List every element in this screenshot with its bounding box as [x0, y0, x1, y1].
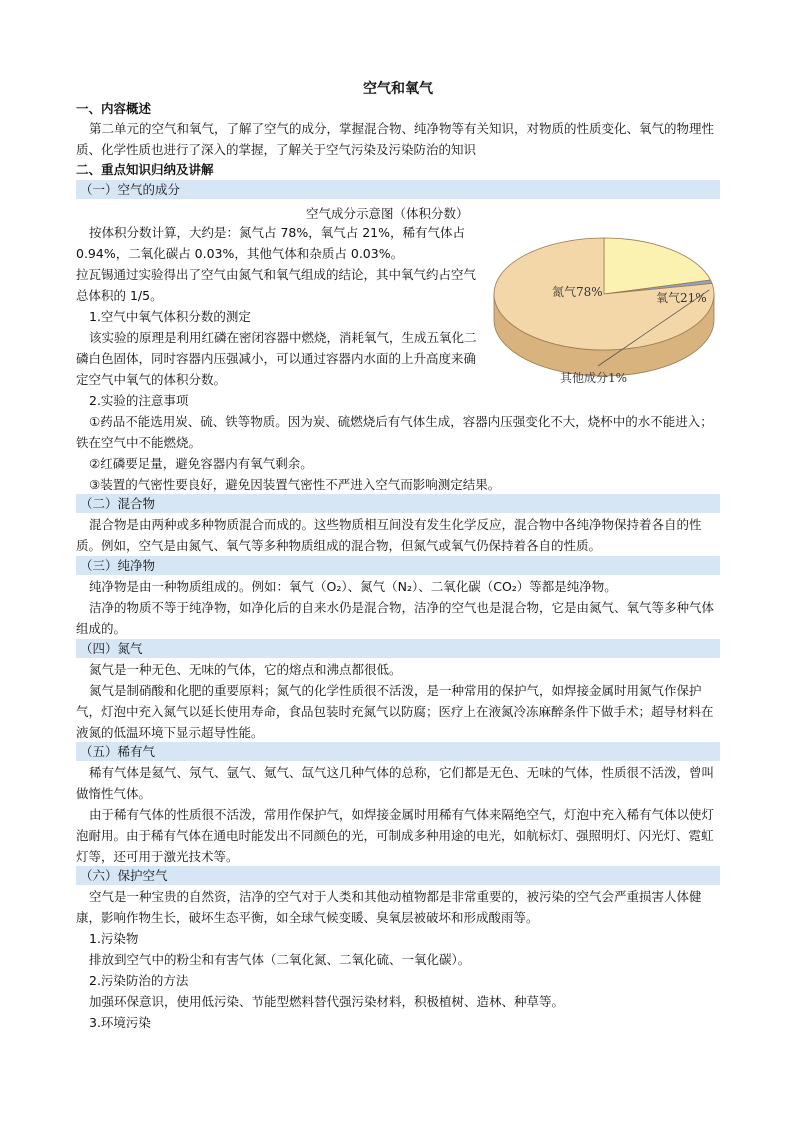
protect-paragraph-2: 排放到空气中的粉尘和有害气体（二氧化氮、二氧化硫、一氧化碳）。	[89, 952, 471, 967]
air-composition-pie-chart	[486, 232, 720, 408]
chart-title: 空气成分示意图（体积分数）	[306, 206, 469, 221]
protect-paragraph-1: 空气是一种宝贵的自然资，洁净的空气对于人类和其他动植物都是非常重要的，被污染的空气会严重损害人体健康，影响作物生长，破坏生态平衡，如全球气候变暖、臭氧层被破坏和形成酸雨等。	[76, 889, 702, 925]
pie-label-other: 其他成分1%	[560, 371, 628, 385]
rare-gas-paragraph-2: 由于稀有气体的性质很不活泼，常用作保护气，如焊接金属时用稀有气体来隔绝空气，灯泡中充入稀有气体以使灯泡耐用。由于稀有气体在通电时能发出不同颜色的光，可制成多种用途的电光，如航标灯、强照明灯、闪光灯、霓虹灯等，还可用于激光技术等。	[76, 807, 715, 864]
mixture-paragraph: 混合物是由两种或多种物质混合而成的。这些物质相互间没有发生化学反应，混合物中各纯净物保持着各自的性质。例如，空气是由氮气、氧气等多种物质组成的混合物，但氮气或氧气仍保持着各自的性质。	[76, 517, 702, 553]
air-note-1: ①药品不能选用炭、硫、铁等物质。因为炭、硫燃烧后有气体生成，容器内压强变化不大，烧杯中的水不能进入；铁在空气中不能燃烧。	[76, 414, 713, 450]
pie-label-oxygen: 氧气21%	[656, 291, 707, 305]
rare-gas-paragraph-1: 稀有气体是氦气、氖气、氩气、氪气、氙气这几种气体的总称，它们都是无色、无味的气体，性质很不活泼，曾叫做惰性气体。	[76, 765, 715, 801]
protect-paragraph-3: 加强环保意识，使用低污染、节能型燃料替代强污染材料，积极植树、造林、种草等。	[89, 994, 565, 1009]
pure-paragraph-1: 纯净物是由一种物质组成的。例如：氧气（O₂）、氮气（N₂）、二氧化碳（CO₂）等都是纯净物。	[89, 579, 617, 594]
protect-heading-2: 2.污染防治的方法	[89, 973, 189, 988]
protect-heading-3: 3.环境污染	[89, 1015, 151, 1030]
overview-paragraph: 第二单元的空气和氧气，了解了空气的成分，掌握混合物、纯净物等有关知识，对物质的性质变化、氧气的物理性质、化学性质也进行了深入的掌握，了解关于空气污染及污染防治的知识	[76, 121, 715, 157]
section-heading-overview: 一、内容概述	[76, 101, 152, 116]
air-paragraph-1: 按体积分数计算，大约是：氮气占 78%，氧气占 21%，稀有气体占 0.94%，二氧化碳占 0.03%，其他气体和杂质占 0.03%。	[76, 225, 466, 261]
air-paragraph-2: 拉瓦锡通过实验得出了空气由氮气和氧气组成的结论，其中氧气约占空气总体积的 1/5。	[76, 267, 477, 303]
air-note-2: ②红磷要足量，避免容器内有氧气剩余。	[89, 456, 313, 471]
air-paragraph-3: 该实验的原理是利用红磷在密闭容器中燃烧，消耗氧气，生成五氧化二磷白色固体，同时容器内压强减小，可以通过容器内水面的上升高度来确定空气中氧气的体积分数。	[76, 330, 477, 387]
subsection-bar-air-composition: （一）空气的成分	[76, 180, 720, 199]
subsection-bar-nitrogen: （四）氮气	[76, 639, 720, 658]
section-heading-key-points: 二、重点知识归纳及讲解	[76, 162, 214, 177]
protect-heading-1: 1.污染物	[89, 931, 139, 946]
pure-paragraph-2: 洁净的物质不等于纯净物，如净化后的自来水仍是混合物，洁净的空气也是混合物，它是由氮气、氧气等多种气体组成的。	[76, 600, 715, 636]
nitrogen-paragraph-2: 氮气是制硝酸和化肥的重要原料；氮气的化学性质很不活泼，是一种常用的保护气，如焊接金属时用氮气作保护气，灯泡中充入氮气以延长使用寿命，食品包装时充氮气以防腐；医疗上在液氮冷冻麻醉条件下做手术；超导材料在液氮的低温环境下显示超导性能。	[76, 683, 714, 740]
subsection-bar-mixture: （二）混合物	[76, 494, 720, 513]
air-note-3: ③装置的气密性要良好，避免因装置气密性不严进入空气而影响测定结果。	[89, 477, 501, 492]
page-title: 空气和氧气	[363, 81, 433, 97]
subsection-bar-pure-substance: （三）纯净物	[76, 556, 720, 575]
air-heading-2: 2.实验的注意事项	[89, 393, 189, 408]
nitrogen-paragraph-1: 氮气是一种无色、无味的气体，它的熔点和沸点都很低。	[89, 662, 402, 677]
subsection-bar-protect-air: （六）保护空气	[76, 866, 720, 885]
pie-label-nitrogen: 氮气78%	[552, 285, 603, 299]
subsection-bar-rare-gas: （五）稀有气	[76, 742, 720, 761]
air-heading-1: 1.空气中氧气体积分数的测定	[89, 309, 251, 324]
